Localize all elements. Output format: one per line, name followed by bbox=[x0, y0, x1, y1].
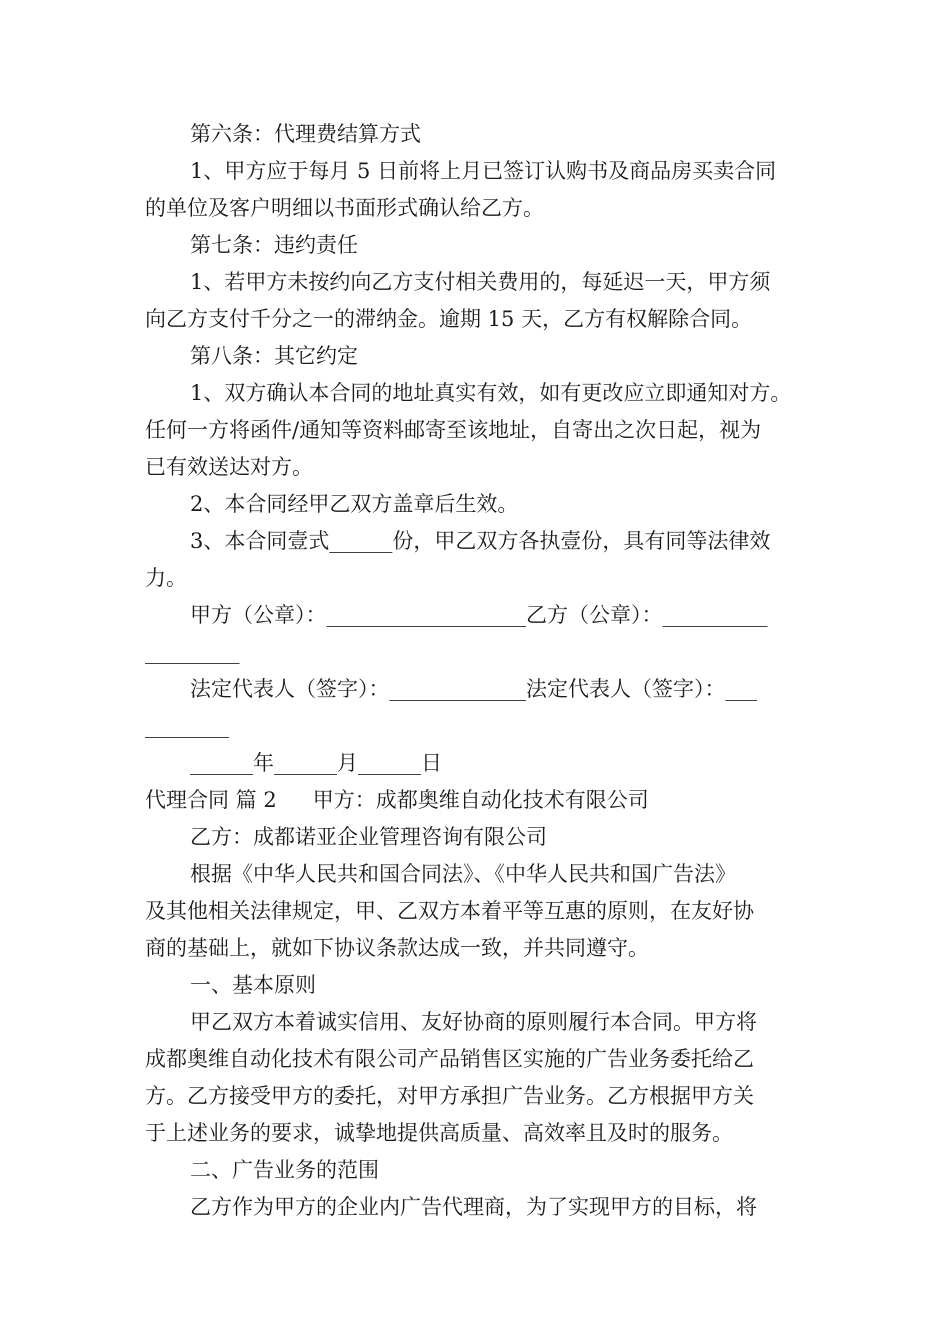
paragraph-line: 甲乙双方本着诚实信用、友好协商的原则履行本合同。甲方将 bbox=[190, 1010, 757, 1034]
document-page bbox=[145, 116, 825, 1226]
paragraph-line: ________ bbox=[145, 714, 229, 738]
paragraph-line: 乙方：成都诺亚企业管理咨询有限公司 bbox=[190, 825, 547, 849]
paragraph-line: 第七条：违约责任 bbox=[190, 233, 358, 257]
contract-section-2 bbox=[145, 819, 825, 1226]
paragraph-line: 一、基本原则 bbox=[190, 973, 316, 997]
section-2-title: 代理合同 篇 2 bbox=[145, 788, 277, 812]
paragraph-line: 及其他相关法律规定，甲、乙双方本着平等互惠的原则，在友好协 bbox=[145, 899, 754, 923]
paragraph-line: 力。 bbox=[145, 566, 187, 590]
paragraph-line: 已有效送达对方。 bbox=[145, 455, 313, 479]
paragraph-line: 1、若甲方未按约向乙方支付相关费用的，每延迟一天，甲方须 bbox=[190, 270, 771, 294]
paragraph-line: 的单位及客户明细以书面形式确认给乙方。 bbox=[145, 196, 544, 220]
paragraph-line: 1、甲方应于每月 5 日前将上月已签订认购书及商品房买卖合同 bbox=[190, 159, 777, 183]
party-a-line: 甲方：成都奥维自动化技术有限公司 bbox=[312, 788, 649, 812]
paragraph-line: 乙方作为甲方的企业内广告代理商，为了实现甲方的目标，将 bbox=[190, 1195, 757, 1219]
heading-gap bbox=[277, 782, 313, 819]
paragraph-line: ______年______月______日 bbox=[190, 751, 442, 775]
paragraph-line: 3、本合同壹式______份，甲乙双方各执壹份，具有同等法律效 bbox=[190, 529, 771, 553]
contract-section-1 bbox=[145, 116, 825, 782]
paragraph-line: 于上述业务的要求，诚挚地提供高质量、高效率且及时的服务。 bbox=[145, 1121, 733, 1145]
paragraph-line: 2、本合同经甲乙双方盖章后生效。 bbox=[190, 492, 519, 516]
paragraph-line: 根据《中华人民共和国合同法》、《中华人民共和国广告法》 bbox=[190, 862, 736, 886]
paragraph-line: 方。乙方接受甲方的委托，对甲方承担广告业务。乙方根据甲方关 bbox=[145, 1084, 754, 1108]
paragraph-line: 向乙方支付千分之一的滞纳金。逾期 15 天，乙方有权解除合同。 bbox=[145, 307, 753, 331]
paragraph-line: 商的基础上，就如下协议条款达成一致，并共同遵守。 bbox=[145, 936, 649, 960]
paragraph-line: 第六条：代理费结算方式 bbox=[190, 122, 421, 146]
section-2-heading bbox=[145, 782, 825, 819]
paragraph-line: 第八条：其它约定 bbox=[190, 344, 358, 368]
paragraph-line: 甲方（公章）：___________________乙方（公章）：__________ bbox=[190, 603, 768, 627]
paragraph-line: 1、双方确认本合同的地址真实有效，如有更改应立即通知对方。 bbox=[190, 381, 792, 405]
paragraph-line: 成都奥维自动化技术有限公司产品销售区实施的广告业务委托给乙 bbox=[145, 1047, 754, 1071]
paragraph-line: _________ bbox=[145, 640, 240, 664]
paragraph-line: 法定代表人（签字）：_____________法定代表人（签字）：___ bbox=[190, 677, 757, 701]
paragraph-line: 任何一方将函件/通知等资料邮寄至该地址，自寄出之次日起，视为 bbox=[145, 418, 762, 442]
paragraph-line: 二、广告业务的范围 bbox=[190, 1158, 379, 1182]
